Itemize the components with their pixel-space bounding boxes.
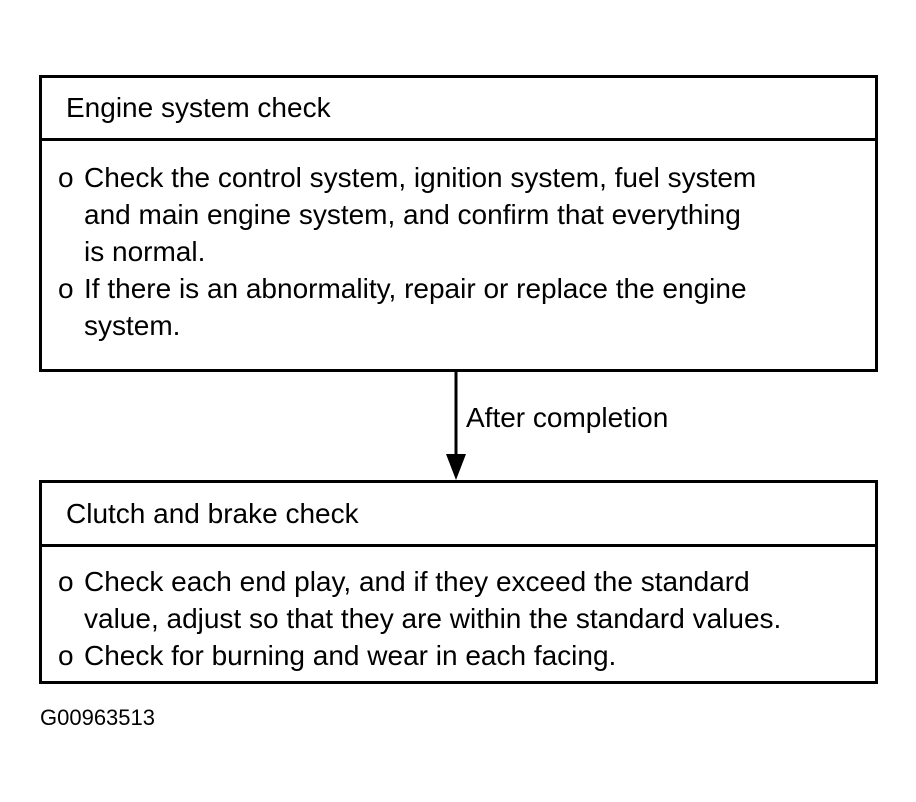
figure-id: G00963513 xyxy=(40,705,155,730)
clutch-and-brake-check-title: Clutch and brake check xyxy=(42,483,875,547)
list-item xyxy=(42,563,875,637)
arrowhead-icon xyxy=(446,454,466,480)
list-item-line: Check for burning and wear in each facing. xyxy=(84,640,617,671)
list-item-line: If there is an abnormality, repair or replace the engine xyxy=(84,273,747,304)
list-item-line: system. xyxy=(84,310,181,341)
list-item-line: value, adjust so that they are within the standard values. xyxy=(84,603,782,634)
engine-system-check-box xyxy=(39,75,878,372)
list-item-line: is normal. xyxy=(84,236,206,267)
bullet-marker: o xyxy=(58,640,74,671)
list-item-line: Check each end play, and if they exceed the standard xyxy=(84,566,750,597)
bullet-marker: o xyxy=(58,162,74,193)
list-item xyxy=(42,637,875,674)
list-item xyxy=(42,270,875,344)
engine-system-check-body xyxy=(42,141,875,344)
clutch-and-brake-check-body xyxy=(42,547,875,674)
connector-label: After completion xyxy=(466,402,669,433)
clutch-and-brake-check-box xyxy=(39,480,878,684)
bullet-marker: o xyxy=(58,273,74,304)
list-item-line: and main engine system, and confirm that everything xyxy=(84,199,741,230)
list-item-line: Check the control system, ignition system, fuel system xyxy=(84,162,757,193)
engine-system-check-title: Engine system check xyxy=(42,78,875,141)
list-item xyxy=(42,159,875,270)
bullet-marker: o xyxy=(58,566,74,597)
